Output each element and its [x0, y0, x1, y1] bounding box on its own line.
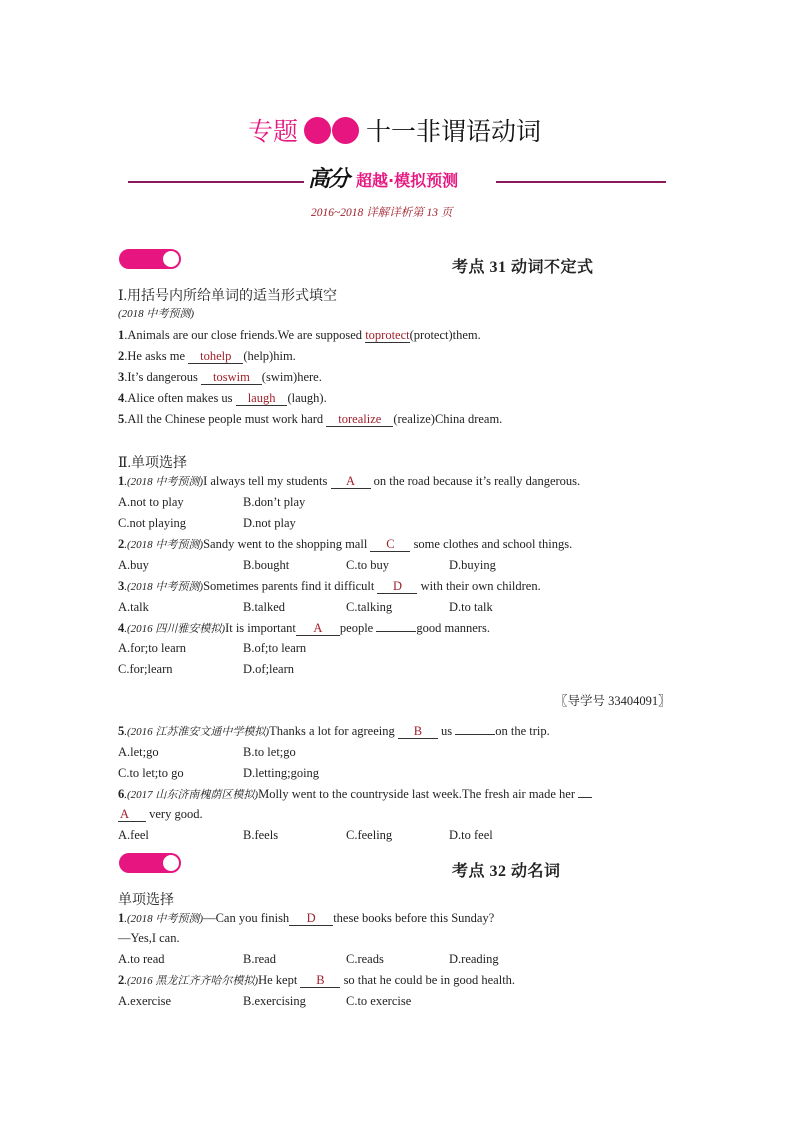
question: 3.(2018 中考预测)Sometimes parents find it difficult D with their own children.: [118, 579, 541, 593]
section-pill: [119, 249, 181, 269]
list-item: 5.All the Chinese people must work hard torealize (realize)China dream.: [118, 412, 503, 426]
answer: tohelp: [188, 349, 243, 364]
options-row: A.talk B.talked C.talking D.to talk: [118, 600, 493, 614]
blank: [376, 620, 416, 632]
answer: A: [296, 621, 340, 636]
section-title: 考点 31 动词不定式: [452, 259, 594, 276]
section-pill: [119, 853, 181, 873]
banner-rule-right: [496, 181, 666, 183]
options-row: A.to read B.read C.reads D.reading: [118, 952, 499, 966]
question: 4.(2016 四川雅安模拟)It is important A people good manners.: [118, 621, 490, 635]
options-row: A.buy B.bought C.to buy D.buying: [118, 558, 496, 572]
options-row: C.for;learn D.of;learn: [118, 662, 295, 676]
title-prefix: 专题: [248, 117, 299, 146]
title-dots: [304, 117, 360, 143]
banner-rule-left: [128, 181, 304, 183]
title-main: 十一非谓语动词: [366, 117, 542, 146]
question-cont: A very good.: [120, 807, 203, 821]
answer: A: [118, 807, 146, 822]
options-row: A.for;to learn B.of;to learn: [118, 641, 307, 655]
answer: B: [398, 724, 438, 739]
dot-icon: [332, 117, 359, 144]
dot-icon: [304, 117, 331, 144]
section-title: 考点 32 动名词: [452, 863, 561, 880]
answer: A: [331, 474, 371, 489]
options-row: A.exercise B.exercising C.to exercise: [118, 994, 412, 1008]
page-title: [248, 112, 541, 148]
question: 2.(2018 中考预测)Sandy went to the shopping mall C some clothes and school things.: [118, 537, 573, 551]
answer: B: [300, 973, 340, 988]
blank: [578, 786, 592, 798]
options-row: A.not to play B.don’t play: [118, 495, 306, 509]
options-row: A.let;go B.to let;go: [118, 745, 296, 759]
list-item: 3.It’s dangerous toswim (swim)here.: [118, 370, 322, 384]
blank: [455, 723, 495, 735]
question: 6.(2017 山东济南槐荫区模拟)Molly went to the countryside last week.The fresh air made her: [118, 786, 592, 803]
options-row: A.feel B.feels C.feeling D.to feel: [118, 828, 493, 842]
question-reply: —Yes,I can.: [118, 931, 180, 945]
answer: D: [377, 579, 417, 594]
list-item: 2.He asks me tohelp (help)him.: [118, 349, 296, 363]
options-row: C.to let;to go D.letting;going: [118, 766, 320, 780]
part2-heading: Ⅱ.单项选择: [118, 456, 188, 471]
answer: laugh: [236, 391, 288, 406]
answer: D: [289, 911, 333, 926]
page-reference: 2016~2018 详解详析第 13 页: [311, 207, 453, 219]
part1-heading: Ⅰ.用括号内所给单词的适当形式填空: [118, 289, 338, 304]
guide-number: 〖导学号 33404091〗: [555, 694, 671, 708]
answer: toswim: [201, 370, 262, 385]
list-item: 4.Alice often makes us laugh (laugh).: [118, 391, 327, 405]
question: 1.(2018 中考预测)I always tell my students A on the road because it’s really dangerous.: [118, 474, 581, 488]
options-row: C.not playing D.not play: [118, 516, 296, 530]
part1-source: (2018 中考预测): [118, 308, 195, 320]
question: 1.(2018 中考预测)—Can you finish D these books before this Sunday?: [118, 911, 495, 925]
answer: C: [370, 537, 410, 552]
banner: [308, 162, 458, 193]
list-item: 1.Animals are our close friends.We are supposed toprotect(protect)them.: [118, 328, 481, 342]
banner-logo: 高分: [308, 166, 349, 192]
part3-heading: 单项选择: [118, 893, 174, 908]
question: 5.(2016 江苏淮安文通中学模拟)Thanks a lot for agreeing B us on the trip.: [118, 724, 550, 738]
banner-text: 超越·模拟预测: [356, 171, 459, 190]
answer: toprotect: [365, 328, 410, 342]
question: 2.(2016 黑龙江齐齐哈尔模拟)He kept B so that he could be in good health.: [118, 973, 516, 987]
answer: torealize: [326, 412, 393, 427]
